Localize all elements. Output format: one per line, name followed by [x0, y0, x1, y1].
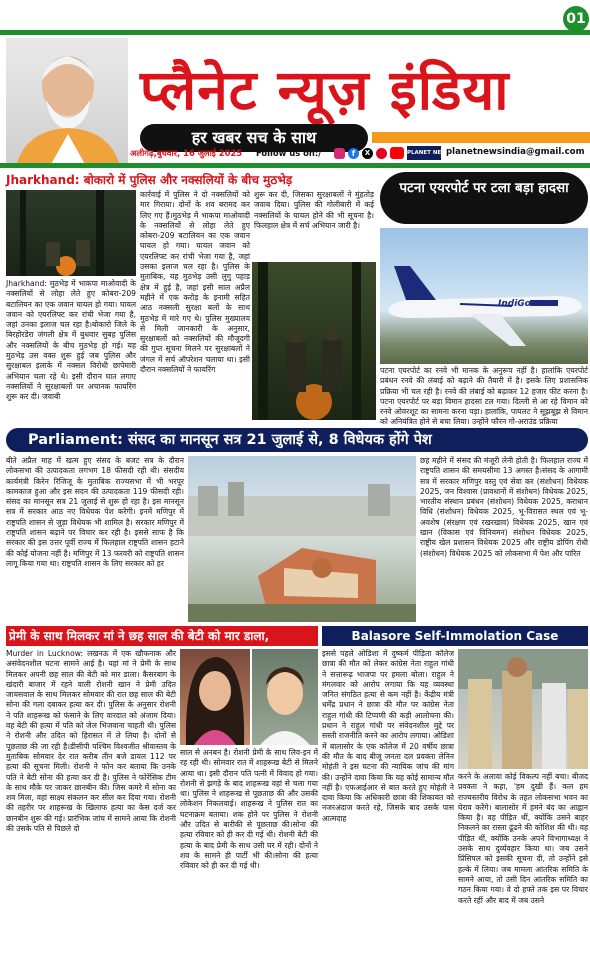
story1-headline-en: Jharkhand: [6, 173, 80, 187]
newspaper-title: प्लैनेट न्यूज़ इंडिया [140, 58, 510, 122]
story2-photo [380, 228, 588, 364]
x-icon[interactable]: X [362, 148, 373, 159]
story2-headline: पटना एयरपोर्ट पर टला बड़ा हादसा [380, 172, 588, 224]
story4-col2: साल से अनबन है। रोशनी प्रेमी के साथ लिव-इन में रह रही थी। सोमवार रात में शाहरूख बेटी से मिलने आया था। इसी दौरान पति पत्नी में विवाद हो गया। रोशनी से झगड़े के बाद शाहरूख वहां से चला गया था। पुलिस ने शाहरूख से पूछताछ की और उसकी लोकेशन निकलवाई। शाहरूख ने पुलिस रात का घटनाक्रम बताया। शक होने पर पुलिस ने रोशनी और उदित से बारीकी से पूछताछ की।सोना की हत्या रविवार को ही कर दी गई थी। रोशनी बेटी की हत्या के बाद प्रेमी के साथ उसी घर में रही। दोनों ने शव के सामने ही पार्टी भी की।सोना की हत्या रविवार को ही कर दी गई थी। [180, 748, 318, 871]
planet-news-logo: PLANET NEWS [407, 146, 441, 160]
follow-label: Follow us on:/ [256, 148, 322, 158]
tagline-orange-stripe [372, 132, 590, 143]
plane-livery-text: IndiGo [498, 299, 531, 309]
story4-headline: प्रेमी के साथ मिलकर मां ने छह साल की बेटी को मार डाला, [9, 629, 270, 643]
page-number-badge: 01 [563, 6, 589, 32]
portrait-photo [6, 38, 128, 166]
story4-headline-bar [6, 626, 318, 646]
story5-col2: करने के अलावा कोई विकल्प नहीं बचा। बीजद प्रवक्ता ने कहा, 'हम दुखी हैं। कल हम राज्यस्तरीय विरोध के तहत लोकसभा भवन का घेराव करेंगे। बालासोर में हमने बंद का आह्वान किया है। वह पीड़ित थीं, क्योंकि उसने बाहर निकलने का रास्ता ढूंढने की कोशिश की थी। वह पीड़ित थीं, क्योंकि उनके अपने विभागाध्यक्ष ने उसके साथ दुर्व्यवहार किया था। जब उसने प्रिंसिपल को इसकी सूचना दी, तो उन्होंने इसे हल्के में लिया। जब मामला आंतरिक समिति के सामने आया, तो उसी दिन आंतरिक समिति का गठन किया गया। वे दो हफ्ते तक इस पर विचार करते रहीं और बाद में जब उसने [458, 772, 588, 905]
story1-col1: Jharkhand: मुठभेड़ में भाकपा माओवादी के नक्सलियों से लोहा लेते हुए कोबरा-209 बटालियन का एक जवान घायल हो गया। घायल जवान को एयरलिफ्ट कर रांची भेजा गया है, जहां उनका इलाज चल रहा है।बोकारो जिले के बिरहोरडेरा जंगली क्षेत्र में बुधवार सुबह पुलिस और नक्सलियों के बीच मुठभेड़ हो गई। यह मुठभेड़ उस वक्त शुरू हुई जब पुलिस और सुरक्षाबल इलाके में नक्सल विरोधी छापेमारी अभियान चला रहे थे। इसी दौरान घात लगाए नक्सलियों ने सुरक्षाबलों पर अचानक फायरिंग शुरू कर दी। जवाबी [6, 279, 136, 402]
story1-col2: कार्रवाई में पुलिस ने दो नक्सलियों को मार गिराया। दोनों के शव बरामद कर लिए गए हैं।मुठभेड़ में भाकपा माओवादी के नक्सलियों से लोहा लेते हुए कोबरा-209 बटालियन का एक जवान घायल हो गया। घायल जवान को एयरलिफ्ट कर रांची भेजा गया है, जहां उसका इलाज चल रहा है। पुलिस के मुताबिक, यह मुठभेड़ उसी लुगु पहाड़ क्षेत्र में हुई है, जहां इसी साल अप्रैल महीने में एक करोड़ के इनामी सहित आठ नक्सली सुरक्षा बलों के साथ मुठभेड़ में मारे गए थे। पुलिस मुख्यालय से मिली जानकारी के अनुसार, सुरक्षाबलों को नक्सलियों की मौजूदगी की गुप्त सूचना मिलने पर सुरक्षाबलों ने जंगल में सर्च ऑपरेशन चलाया था। इसी दौरान नक्सलियों ने फायरिंग [140, 190, 250, 375]
story4-photo-child [252, 649, 318, 745]
story3-right-text: छह महीने में संसद की मंजूरी लेनी होती है। फिलहाल राज्य में राष्ट्रपति शासन की समयसीमा 13 अगस्त है।संसद के आगामी सत्र में सरकार मणिपुर वस्तु एवं सेवा कर (संशोधन) विधेयक 2025, जन विश्वास (प्रावधानों में संशोधन) विधेयक 2025, भारतीय संस्थान प्रबंधन (संशोधन) विधेयक 2025, कराधान विधि (संशोधन) विधेयक 2025, भू-विरासत स्थल एवं भू-अवशेष (संरक्षण एवं रखरखाव) विधेयक 2025, खान एवं खान (विकास एवं विनियमन) संशोधन विधेयक 2025, राष्ट्रीय खेल प्रशासन विधेयक 2025 और राष्ट्रीय डोपिंग रोधी (संशोधन) विधेयक 2025 को लोकसभा में पेश और पारित [420, 456, 588, 558]
story3-photo [188, 456, 416, 622]
story4-col1: Murder in Lucknow: लखनऊ में एक खौफनाक और असंवेदनशील घटना सामने आई है। यहां मां ने प्रेमी के साथ मिलकर अपनी छह साल की बेटी को मार डाला। कैसरबाग के खंदारी बाजार में रहने वाली रोशनी खान ने प्रेमी उदित जायसवाल के साथ मिलकर सोमवार की रात छह साल की बेटी सोना की गला दबाकर हत्या कर दी। पुलिस के अनुसार रोशनी ने पति शाहरूख को फंसाने के लिए वारदात को अंजाम दिया। वह बेटी की हत्या में पति को जेल भिजवाना चाहती थी। पुलिस ने रोशनी और उदित को हिरासत में ले लिया है। दोनों से पूछताछ की जा रही है।डीसीपी पश्चिम विश्वजीत श्रीवास्तव के मुताबिक सोमवार देर रात करीब तीन बजे डायल 112 पर हत्या की सूचना मिली। रोशनी ने फोन कर बताया कि उनके पति ने बेटी सोना की हत्या कर दी है। पुलिस ने फोरेंसिक टीम के साथ मौके पर जाकर छानबीन की। जिस कमरे में सोना का शव मिला, वहां साक्ष्य संकलन कर सील कर दिया गया। रोशनी की तहरीर पर शाहरूख के खिलाफ हत्या का केस दर्ज कर छानबीन शुरू की गई। प्रारंभिक जांच में सामने आया कि रोशनी की उसके पति से पिछले दो [6, 649, 176, 834]
tagline: हर खबर सच के साथ [140, 124, 368, 152]
top-green-rule [0, 30, 590, 35]
story1-photo-large [252, 262, 376, 420]
story5-headline: Balasore Self-Immolation Case [351, 629, 559, 643]
story3-headline-hi: संसद का मानसून सत्र 21 जुलाई से, 8 विधेयक होंगे पेश [122, 432, 432, 448]
story4-photo-mother [180, 649, 250, 745]
story1-headline [6, 172, 384, 188]
story1-photo-small [6, 190, 136, 276]
story3-left-text: बीते अप्रैल माह में खत्म हुए संसद के बजट सत्र के दौरान लोकसभा की उत्पादकता लगभग 18 फीसदी रही थी। संसदीय कार्यमंत्री किरेन रिजिजू के मुताबिक राज्यसभा में भी भरपूर कामकाज हुआ और इस सदन की उत्पादकता 119 फीसदी रही।संसद का मानसून सत्र 21 जुलाई से शुरू हो रहा है। इस मानसून सत्र में सरकार आठ नए विधेयक पेश करेगी। इनमें मणिपुर में राष्ट्रपति शासन से जुड़ा विधेयक भी शामिल है। सरकार मणिपुर में राष्ट्रपति शासन बढ़ाने पर विचार कर रही है। इससे साफ है कि सरकार की इस उत्तर पूर्वी राज्य में फिलहाल राष्ट्रपति शासन हटाने की कोई योजना नहीं है। मणिपुर में 13 फरवरी को राष्ट्रपति शासन लागू किया गया था। राष्ट्रपति शासन के लिए सरकार को हर [6, 456, 184, 568]
youtube-icon[interactable] [390, 147, 404, 159]
story3-headline-en: Parliament: [28, 432, 123, 448]
story3-headline [28, 428, 584, 452]
story1-headline-hi: बोकारो में पुलिस और नक्सलियों के बीच मुठभेड़ [79, 173, 293, 187]
dateline: अलीगढ़,बुधवार, 16 जुलाई 2025 [130, 148, 243, 158]
story5-photo [458, 649, 588, 769]
instagram-icon[interactable] [334, 148, 345, 159]
story3-headline-bar [6, 428, 588, 452]
pinterest-icon[interactable] [376, 148, 387, 159]
story5-col1: इससे पहले ओडिशा में दुष्कर्म पीड़िता कॉलेज छात्रा की मौत को लेकर कांग्रेस नेता राहुल गांधी ने सत्तारूढ़ भाजपा पर हमला बोला। राहुल ने मंगलवार को आरोप लगाया कि यह व्यवस्था जनित संगठित हत्या से कम नहीं है। केंद्रीय मंत्री धर्मेंद्र प्रधान ने छात्रा की मौत पर कांग्रेस नेता राहुल गांधी की टिप्पणी की कड़ी आलोचना की। प्रधान ने राहुल गांधी पर संवेदनशील मुद्दे पर सस्ती राजनीति करने का आरोप लगाया। ओडिशा में बालासोर के एक कॉलेज में 20 वर्षीय छात्रा की मौत के बाद बीजू जनता दल प्रवक्ता लेनिन मोहंती ने इस घटना की न्यायिक जांच की मांग की। उन्होंने दावा किया कि यह कोई सामान्य मौत नहीं है। एफआईआर से बात करते हुए मोहंती ने दावा किया कि अधिकारी छात्रा की शिकायत को नजरअंदाज करते रहे, जिसके बाद उसके पास आत्मदाह [322, 649, 454, 823]
story1-col3: शुरू कर दी, जिसका सुरक्षाबलों ने मुंहतोड़ जवाब दिया। पुलिस की गोलीबारी में कई नक्सलियों के घायल होने की भी सूचना है। फिलहाल क्षेत्र में सर्च अभियान जारी है। [254, 190, 374, 230]
story2-body: पटना एयरपोर्ट का रनवे भी मानक के अनुरूप नहीं है। हालांकि एयरपोर्ट प्रबंधन रनवे की लंबाई को बढ़ाने की तैयारी में है। इसके लिए प्रशासनिक प्रक्रिया भी चल रही है। रनवे की लंबाई को बढ़ाकर 12 हजार फीट करना है।पटना एयरपोर्ट पर बड़ा विमान हादसा टल गया। दिल्ली से आ रहे विमान को रनवे ओवरशूट का सामना करना पड़ा। हालांकि, पायलट ने सूझबूझ से विमान को अनियंत्रित होने से बचा लिया। उन्होंने फौरन गो-अराउंड प्रक्रिया [380, 366, 588, 427]
masthead-green-rule [0, 163, 590, 168]
contact-email[interactable]: planetnewsindia@gmail.com [446, 147, 585, 157]
facebook-icon[interactable]: f [348, 148, 359, 159]
story5-headline-bar [322, 626, 588, 646]
